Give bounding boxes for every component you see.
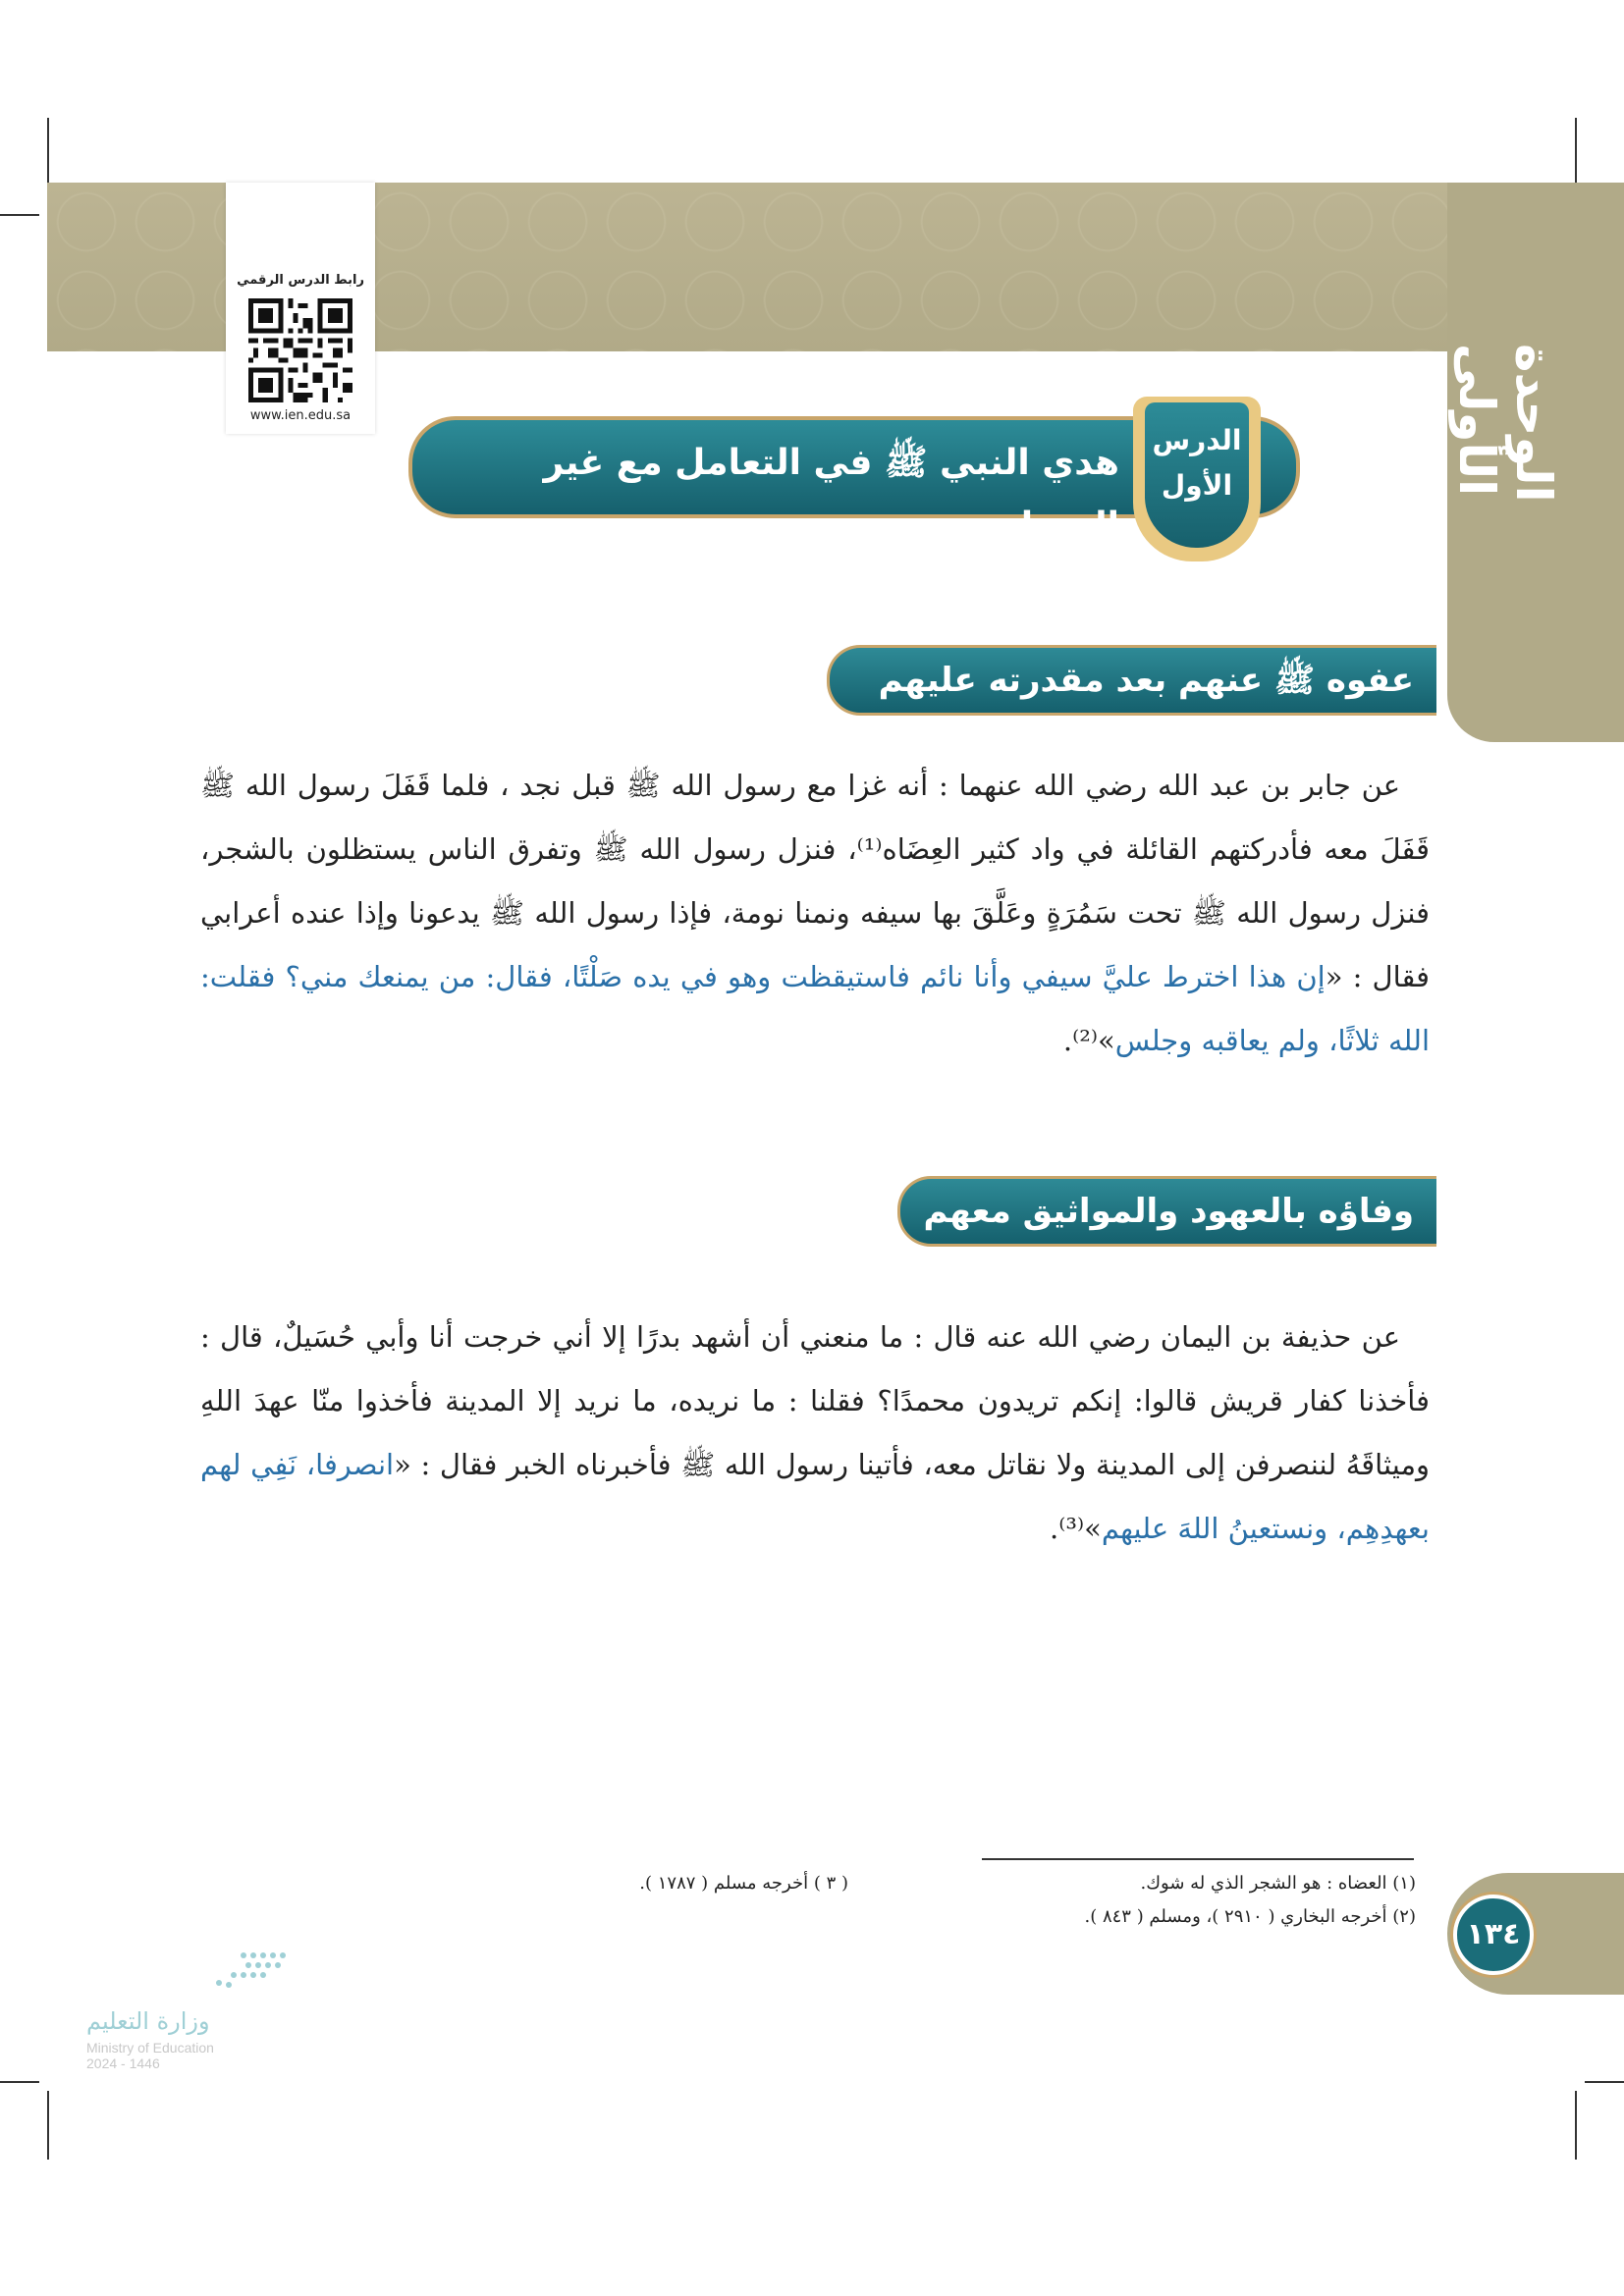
hadith-quote: إن هذا اخترط عليَّ سيفي وأنا نائم فاستيقظت وهو في يده صَلْتًا، فقال: من يمنعك مني؟ فقلت: الله ثلاثًا، ولم يعاقبه وجلس <box>200 960 1430 1057</box>
unit-title: الوحدة الأولى <box>1448 344 1562 503</box>
lesson-title: هدي النبي ﷺ في التعامل مع غير المسلمين <box>543 443 1119 546</box>
body-text-end: »⁽²⁾. <box>1062 1024 1115 1057</box>
body-text: عن جابر بن عبد الله رضي الله عنهما : أنه غزا مع رسول الله ﷺ قبل نجد ، فلما قَفَلَ رسول الله ﷺ قَفَلَ معه فأدركتهم القائلة في واد كثير العِضَاه⁽¹⁾، فنزل رسول الله ﷺ وتفرق الناس يستظلون بالشجر، فنزل رسول الله ﷺ تحت سَمُرَةٍ وعَلَّقَ بها سيفه ونمنا نومة، فإذا رسول الله ﷺ يدعونا وإذا عنده أعرابي فقال : « <box>200 769 1430 993</box>
footnote-3: ( ٣ ) أخرجه مسلم ( ١٧٨٧ ). <box>639 1873 848 1894</box>
ministry-name-arabic: وزارة التعليم <box>86 2007 210 2035</box>
section-body <box>200 754 1430 1073</box>
qr-label: رابط الدرس الرقمي <box>237 273 364 288</box>
qr-code[interactable] <box>248 298 352 402</box>
footnote-1: (١) العضاه : هو الشجر الذي له شوك. <box>1140 1873 1416 1894</box>
ministry-year: 2024 - 1446 <box>86 2056 160 2071</box>
section-title: عفوه ﷺ عنهم بعد مقدرته عليهم <box>878 661 1414 700</box>
qr-card[interactable] <box>226 183 375 434</box>
crop-mark <box>47 118 49 187</box>
crop-mark <box>47 2091 49 2160</box>
section-body <box>200 1306 1430 1561</box>
crop-mark <box>1575 2091 1577 2160</box>
lesson-badge-label: الدرس <box>1152 424 1242 456</box>
footnote-divider <box>982 1858 1414 1860</box>
lesson-badge-number: الأول <box>1161 469 1233 502</box>
hadith-quote: انصرفا، نَفِي لهم بعهدِهِم، ونستعينُ اللهَ عليهم <box>200 1448 1430 1545</box>
body-text-end: »⁽³⁾. <box>1050 1512 1102 1545</box>
page-number: ١٣٤ <box>1466 1917 1521 1951</box>
footnote-2: (٢) أخرجه البخاري ( ٢٩١٠ )، ومسلم ( ٨٤٣ ). <box>1084 1906 1416 1927</box>
crop-mark <box>0 2081 39 2083</box>
section-title: وفاؤه بالعهود والمواثيق معهم <box>923 1192 1414 1231</box>
crop-mark <box>0 214 39 216</box>
crop-mark <box>1575 118 1577 187</box>
qr-url[interactable]: www.ien.edu.sa <box>249 408 352 423</box>
body-text: عن حذيفة بن اليمان رضي الله عنه قال : ما منعني أن أشهد بدرًا إلا أني خرجت أنا وأبي حُسَيلٌ، قال : فأخذنا كفار قريش قالوا: إنكم تريدون محمدًا؟ فقلنا : ما نريده، ما نريد إلا المدينة فأخذوا منّا عهدَ اللهِ وميثاقَهُ لننصرفن إلى المدينة ولا نقاتل معه، فأتينا رسول الله ﷺ فأخبرناه الخبر فقال : « <box>200 1320 1430 1481</box>
ministry-name-english: Ministry of Education <box>86 2040 214 2056</box>
crop-mark <box>1585 2081 1624 2083</box>
